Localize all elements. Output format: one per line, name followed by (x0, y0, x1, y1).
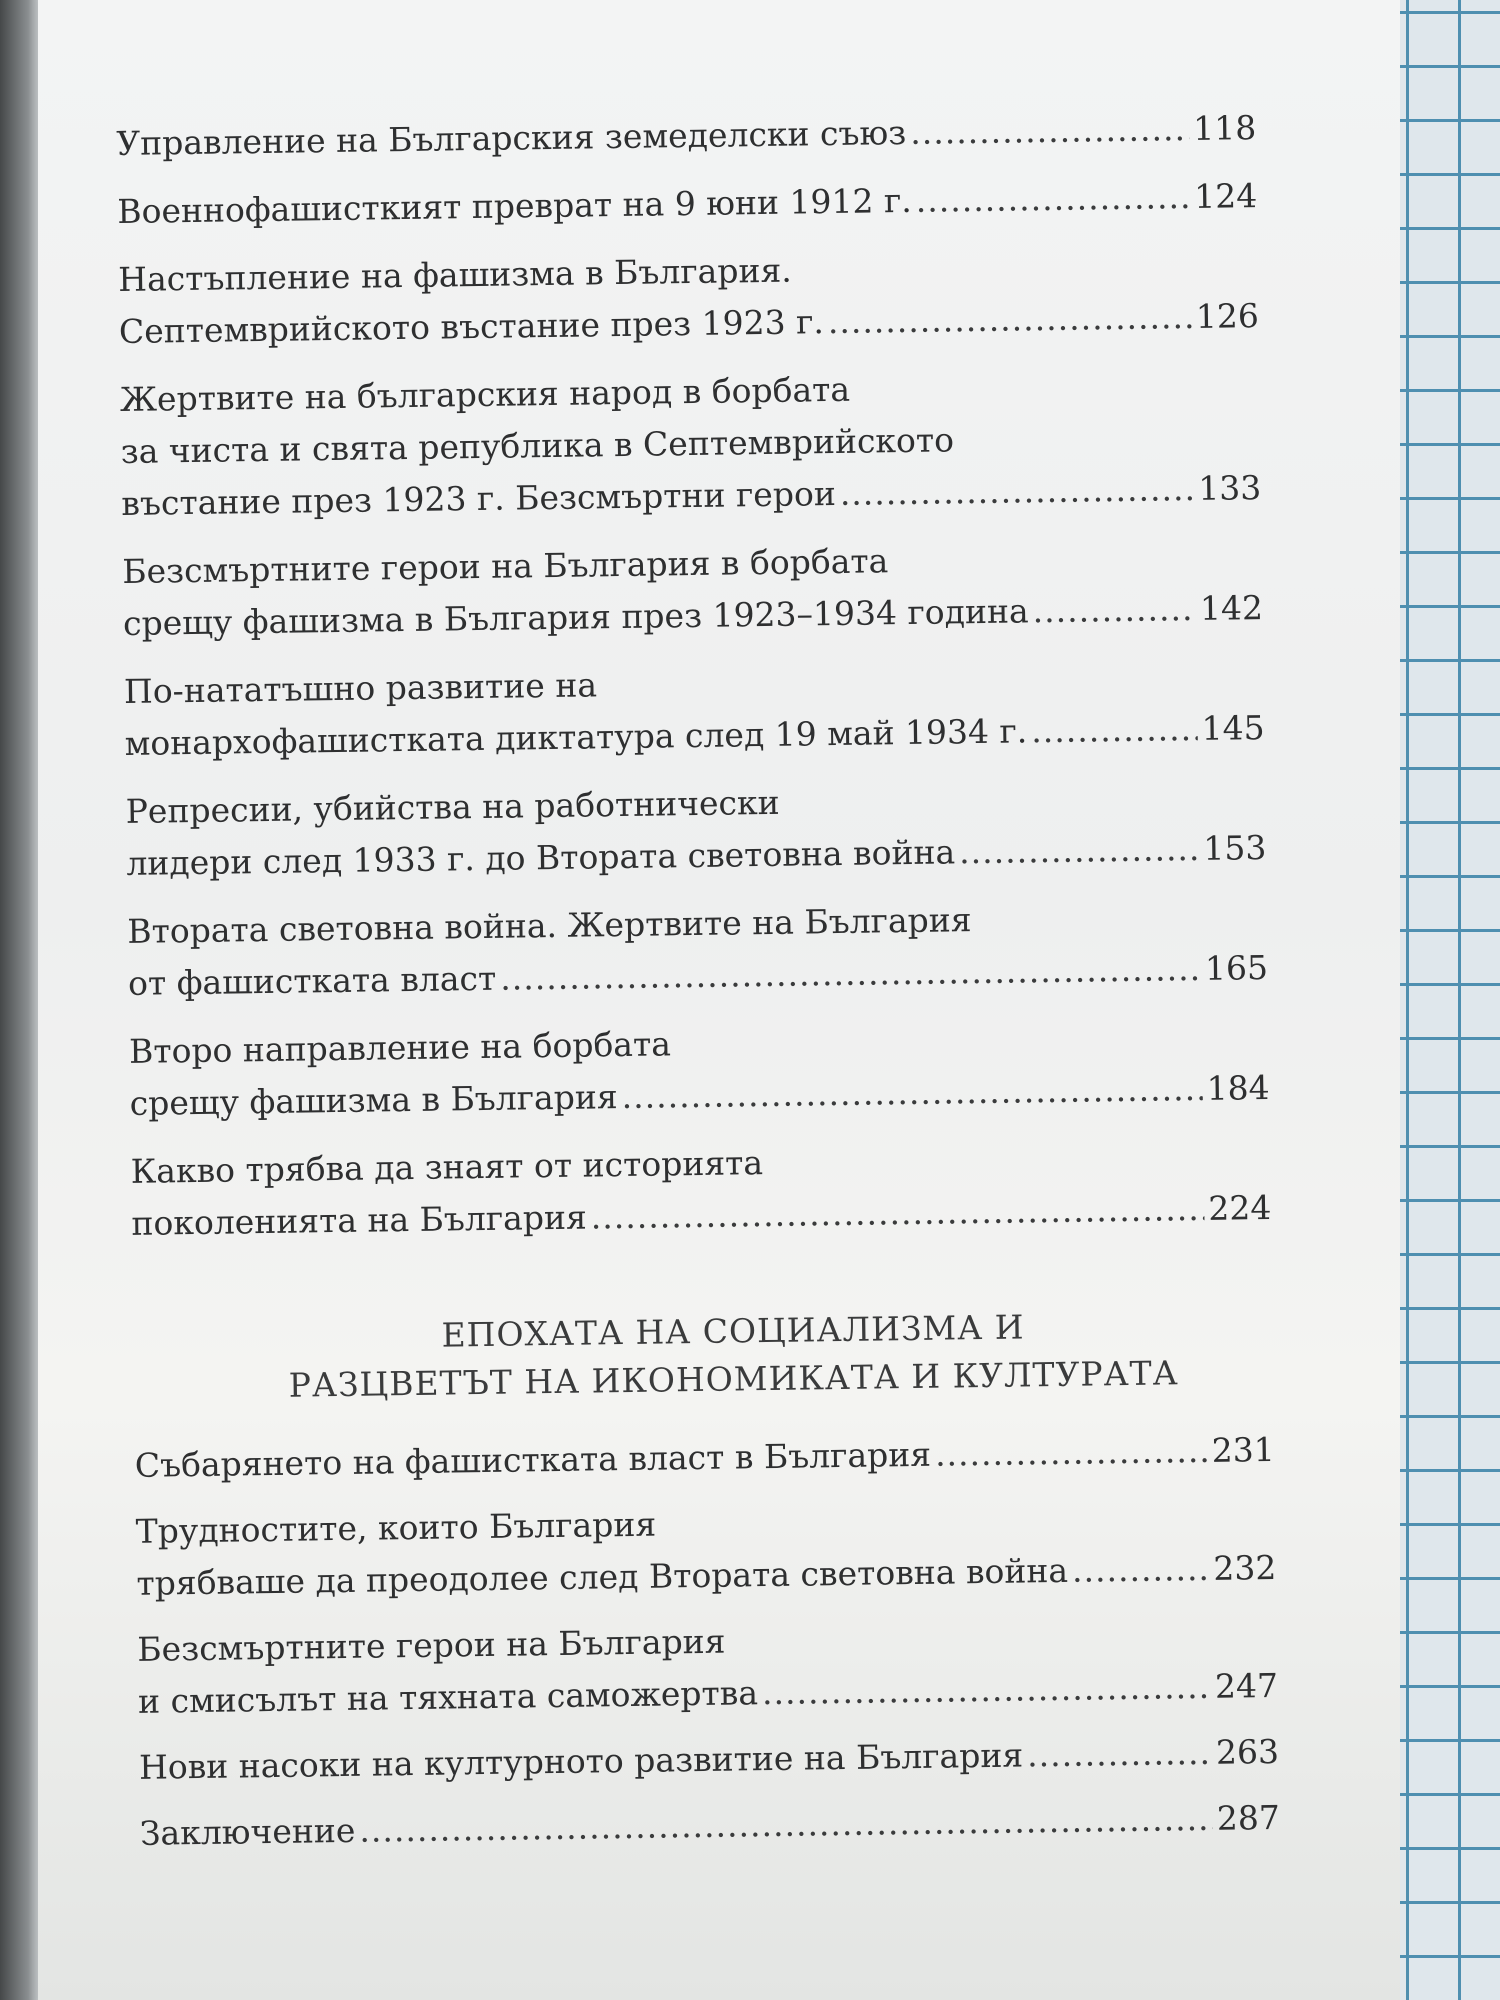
toc-entry-page-number: 263 (1215, 1731, 1280, 1772)
dot-leader (1031, 703, 1198, 757)
toc-entry-title-line: поколенията на България (131, 1197, 588, 1243)
dot-leader (590, 1183, 1204, 1244)
toc-entry-title-line: и смисълът на тяхната саможертва (137, 1673, 759, 1721)
toc-entry-title-line: от фашистката власт (127, 958, 497, 1003)
toc-entry-page-number: 142 (1199, 588, 1264, 628)
toc-entry-title-line: Нови насоки на културното развитие на България (138, 1735, 1024, 1787)
toc-entry (139, 1726, 1280, 1794)
toc-entry (134, 1424, 1275, 1492)
toc-entry-page-number: 124 (1193, 176, 1258, 216)
toc-entry-final-line (140, 1792, 1281, 1860)
toc-entry-title-line: Военнофашисткият преврат на 9 юни 1912 г. (117, 180, 912, 231)
toc-entries (116, 102, 1272, 1250)
toc-entry (117, 170, 1258, 238)
toc-entry-title-line: трябваше да преодолее след Втората световна война (136, 1550, 1069, 1603)
section-heading-line-2: РАЗЦВЕТЪТ НА ИКОНОМИКАТА И КУЛТУРАТА (288, 1353, 1179, 1405)
toc-entry-title-line: Септемврийското въстание през 1923 г. (118, 302, 825, 351)
toc-entry-title-line: Събарянето на фашистката власт в България (134, 1434, 932, 1485)
toc-entry (127, 890, 1268, 1010)
dot-leader (1027, 1727, 1213, 1782)
toc-entry-title-line: лидери след 1933 г. до Втората световна война (126, 832, 956, 883)
dot-leader (827, 291, 1192, 348)
toc-entry-page-number: 145 (1201, 708, 1265, 748)
toc-entry-title-line: Заключение (139, 1810, 356, 1853)
section-heading-line-1: ЕПОХАТА НА СОЦИАЛИЗМА И (441, 1307, 1025, 1355)
graph-paper (1400, 0, 1500, 2000)
book-spine-edge (0, 0, 40, 2000)
toc-entry-title-line: срещу фашизма в България (129, 1077, 618, 1123)
toc-entry-page-number: 165 (1204, 948, 1269, 988)
toc-entry-title-line: Трудностите, които България (135, 1504, 657, 1551)
toc-entry-title-line: Жертвите на българския народ в борбата (119, 369, 851, 419)
toc-entry (122, 530, 1263, 650)
dot-leader (359, 1793, 1213, 1857)
dot-leader (959, 823, 1200, 878)
toc-entry-final-line (117, 170, 1258, 238)
toc-entry-title-line: Безсмъртните герои на България (137, 1621, 726, 1669)
toc-entry-final-line (134, 1424, 1275, 1492)
toc-entry (130, 1130, 1271, 1250)
toc-entry-final-line (139, 1726, 1280, 1794)
dot-leader (910, 103, 1190, 159)
toc-entry-title-line: Управление на Българския земеделски съюз (116, 112, 907, 163)
toc-entry (124, 650, 1265, 770)
toc-entry-title-line: Репресии, убийства на работнически (125, 782, 780, 831)
toc-entry-title-line: въстание през 1923 г. Безсмъртни герои (121, 473, 837, 523)
toc-entry-title-line: Втората световна война. Жертвите на България (127, 900, 972, 951)
toc-entry-title-line: монархофашистката диктатура след 19 май 1934 г. (124, 711, 1028, 763)
dot-leader (621, 1063, 1203, 1123)
toc-entry-page-number: 153 (1203, 828, 1267, 868)
toc-entry-page-number: 118 (1192, 108, 1257, 148)
toc-entry (135, 1490, 1276, 1610)
toc-entry (120, 358, 1262, 530)
dot-leader (1032, 583, 1196, 637)
toc-entry-title-line: за чиста и свята република в Септемврийското (120, 420, 955, 471)
toc-entry (140, 1792, 1281, 1860)
table-of-contents (116, 102, 1280, 1874)
toc-entry-title-line: По-нататъшно развитие на (123, 665, 598, 711)
toc-entry-title-line: Второ направление на борбата (128, 1024, 672, 1071)
toc-entry (129, 1010, 1270, 1130)
toc-entry-page-number: 247 (1214, 1665, 1279, 1706)
dot-leader (915, 171, 1190, 227)
toc-entry-title-line: Настъпление на фашизма в България. (117, 250, 792, 299)
toc-entry-page-number: 231 (1211, 1429, 1275, 1470)
dot-leader (935, 1425, 1208, 1481)
toc-entry (137, 1608, 1278, 1728)
dot-leader (762, 1661, 1212, 1719)
toc-entry-title-line: Какво трябва да знаят от историята (130, 1143, 764, 1191)
section-heading (193, 1300, 1274, 1411)
toc-entry-title-line: Безсмъртните герои на България в борбата (122, 541, 889, 591)
toc-entry-title-line: срещу фашизма в България през 1923–1934 година (122, 591, 1029, 643)
toc-entry (118, 238, 1259, 358)
toc-entry-page-number: 184 (1206, 1067, 1270, 1108)
dot-leader (1072, 1543, 1210, 1597)
toc-entries-section-2 (134, 1424, 1280, 1860)
dot-leader (500, 943, 1201, 1005)
toc-entry-page-number: 133 (1198, 468, 1262, 508)
toc-entry-page-number: 232 (1213, 1547, 1277, 1588)
toc-entry (125, 770, 1266, 890)
dot-leader (839, 463, 1194, 520)
toc-entry-page-number: 126 (1195, 296, 1260, 336)
toc-entry-page-number: 287 (1216, 1797, 1281, 1838)
toc-entry-page-number: 224 (1208, 1187, 1272, 1228)
